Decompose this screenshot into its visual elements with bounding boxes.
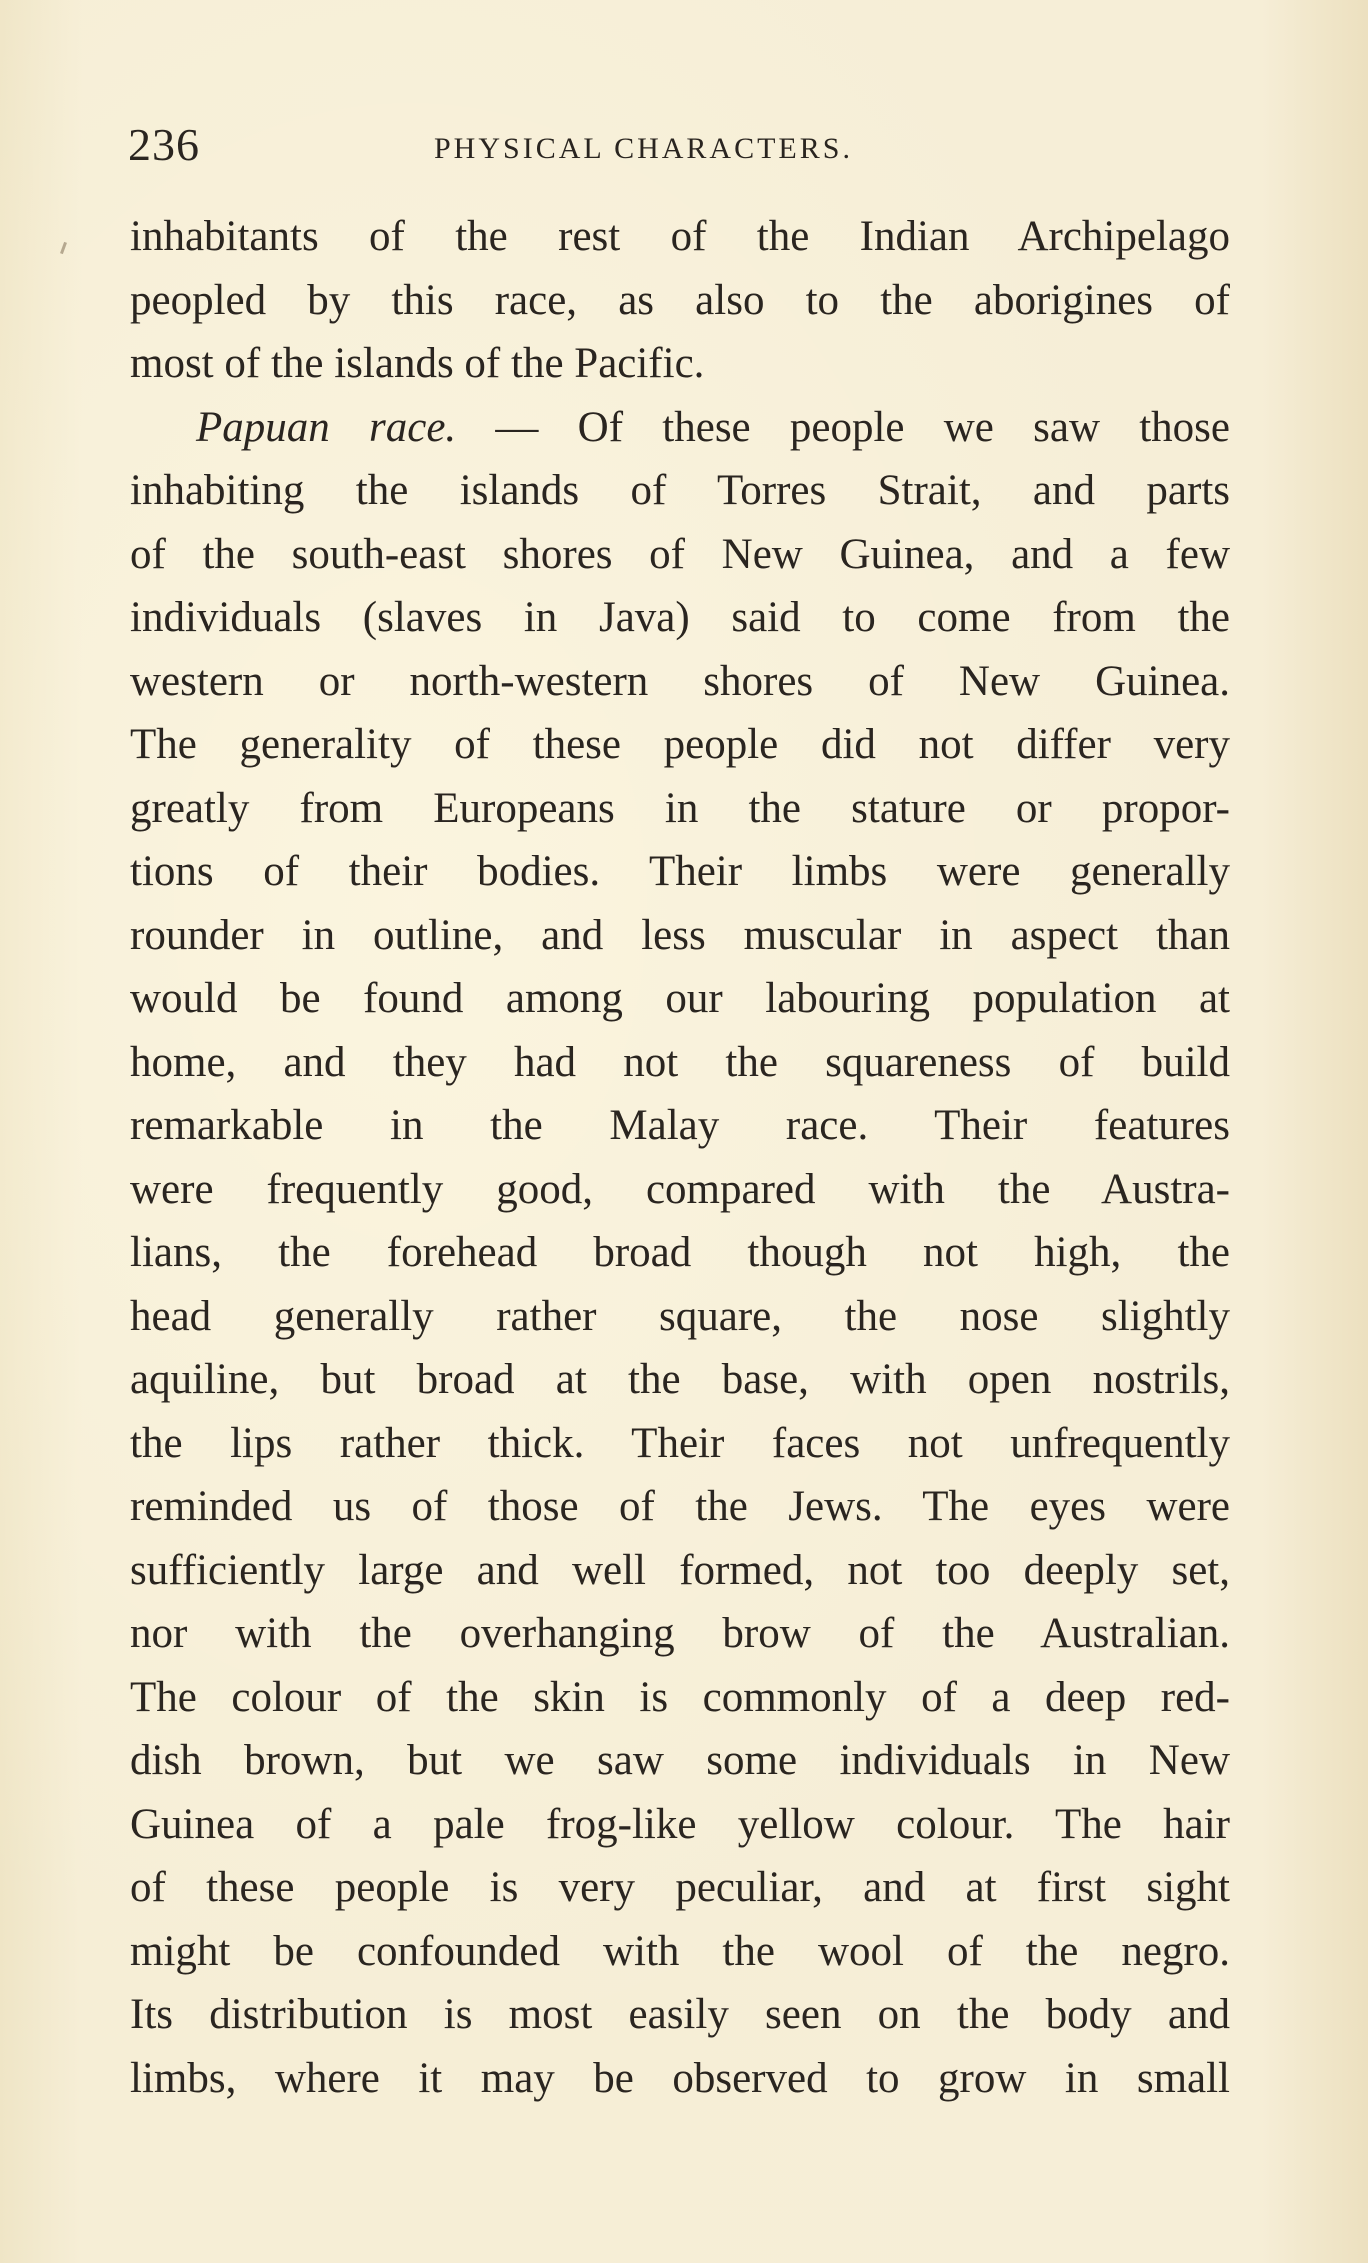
- text-line: of the south-east shores of New Guinea, and a few: [130, 530, 1230, 578]
- page-number: 236: [128, 119, 200, 170]
- text-line: lians, the forehead broad though not high, the: [130, 1229, 1230, 1276]
- running-title: PHYSICAL CHARACTERS.: [434, 132, 853, 165]
- text-line: inhabiting the islands of Torres Strait, and parts: [130, 467, 1230, 514]
- section-heading: Papuan race.: [196, 403, 457, 451]
- text-line: inhabitants of the rest of the Indian Archipelago: [130, 213, 1230, 260]
- text-line: would be found among our labouring population at: [130, 975, 1230, 1022]
- text-line: The colour of the skin is commonly of a deep red-: [130, 1673, 1230, 1721]
- text-line: the lips rather thick. Their faces not unfrequently: [130, 1419, 1230, 1467]
- text-line: The generality of these people did not differ very: [130, 721, 1230, 768]
- text-line: reminded us of those of the Jews. The eyes were: [130, 1483, 1230, 1530]
- text-line: dish brown, but we saw some individuals in New: [130, 1737, 1230, 1784]
- text-line: home, and they had not the squareness of build: [130, 1038, 1230, 1086]
- text-line: head generally rather square, the nose slightly: [130, 1292, 1230, 1340]
- text-line: rounder in outline, and less muscular in aspect than: [130, 911, 1230, 959]
- text-line: [130, 396, 1230, 460]
- text-line: western or north-western shores of New Guinea.: [130, 657, 1230, 705]
- text-line: limbs, where it may be observed to grow in small: [130, 2054, 1230, 2102]
- text-line: sufficiently large and well formed, not too deeply set,: [130, 1546, 1230, 1594]
- text-line: tions of their bodies. Their limbs were generally: [130, 848, 1230, 895]
- running-head: [128, 118, 1228, 178]
- text-line: were frequently good, compared with the Austra-: [130, 1165, 1230, 1213]
- text-line: individuals (slaves in Java) said to come from the: [130, 594, 1230, 641]
- text-line: of these people is very peculiar, and at first sight: [130, 1864, 1230, 1911]
- text-line: peopled by this race, as also to the aborigines of: [130, 276, 1230, 324]
- text-line: most of the islands of the Pacific.: [130, 340, 705, 387]
- margin-mark: [60, 242, 67, 254]
- text-line-continuation: — Of these people we saw those: [495, 403, 1230, 451]
- body-text: [130, 205, 1230, 2110]
- text-line: aquiline, but broad at the base, with open nostrils,: [130, 1356, 1230, 1403]
- text-line: might be confounded with the wool of the negro.: [130, 1927, 1230, 1975]
- text-line: remarkable in the Malay race. Their features: [130, 1102, 1230, 1149]
- text-line: Guinea of a pale frog-like yellow colour. The hair: [130, 1800, 1230, 1848]
- text-line: Its distribution is most easily seen on the body and: [130, 1991, 1230, 2038]
- text-line: greatly from Europeans in the stature or propor-: [130, 784, 1230, 832]
- text-line: nor with the overhanging brow of the Australian.: [130, 1610, 1230, 1657]
